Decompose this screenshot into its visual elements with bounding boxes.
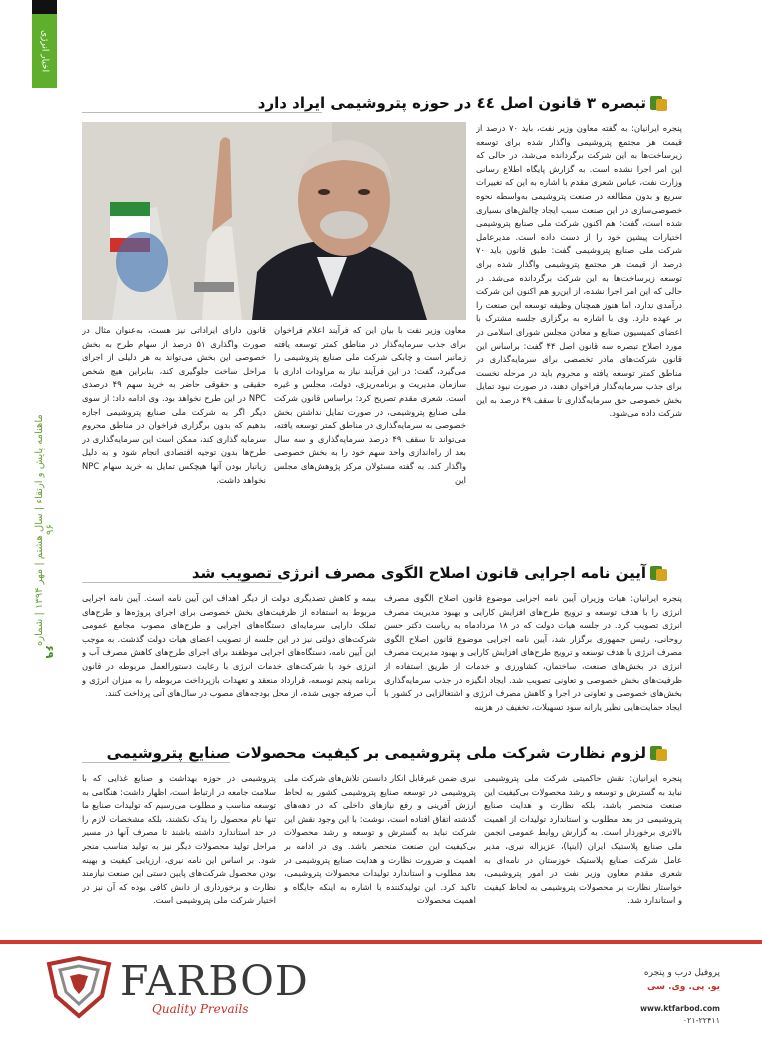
page-number: ۶۹ — [43, 645, 56, 659]
ad-phone: ۰۲۱-۲۲۴۱۱ — [682, 1016, 720, 1025]
section-tab-cap — [32, 0, 57, 14]
ad-product-line: پروفیل درب و پنجره — [643, 968, 720, 978]
ad-website[interactable]: www.ktfarbod.com — [640, 1004, 720, 1013]
article-2-col-left: بیمه و کاهش تصدیگری دولت از دیگر اهداف این آیین نامه است. آیین نامه اجرایی مربوط به استفاده از ظرفیت‌های بخش خصوصی برای اجرای پروژه‌ها و طرح‌های تملک دارایی سرمایه‌ای دستگاه‌های اجرایی و طرح‌های مصوب مجامع عمومی شرکت‌های دولتی نیز در این جلسه از تصویب اعضای هیات دولت گذشت. به موجب این آیین نامه، دستگاه‌های اجرایی موظفند برای اجرای طرح‌های کاهش مصرف آب و انرژی خود با شرکت‌های خدمات انرژی با رعایت دستورالعمل مربوطه در قانون برنامه پنجم توسعه، قرارداد منعقد و تعهدات بازپرداخت مربوطه را به میزان انرژی و آب صرفه جویی شده، از محل بودجه‌های مصوب در سال‌های آتی پرداخت کنند. — [82, 593, 376, 699]
article-photo — [82, 122, 466, 320]
article-3-col-right: پنجره ایرانیان: نقش حاکمیتی شرکت ملی پتروشیمی نباید به گسترش و توسعه و رشد محصولات بی‌کیفیت این صنعت منحصر باشد، بلکه نظارت و هدایت صنایع پتروشیمی در بعد مطلوب و استاندارد تولیدات از اهمیت بالاتری برخوردار است. به گزارش روابط عمومی انجمن ملی صنایع پلاستیک ایران (اینپا)، عزیزاله نیری، مدیر عامل شرکت صنایع پلاستیک خوزستان در نامه‌ای به شعری مقدم معاون وزیر نفت در امور پتروشیمی، خواستار نظارت بر محصولات پتروشیمی به لحاظ کیفیت و استاندارد شد. — [484, 773, 682, 906]
farbod-logo-icon — [44, 956, 114, 1020]
footer-advertisement — [0, 944, 762, 1045]
article-bullet-icon — [650, 746, 667, 763]
brand-tagline: Quality Prevails — [152, 1002, 249, 1016]
article-1-title: تبصره ۳ قانون اصل ٤٤ در حوزه پتروشیمی ایراد دارد — [257, 94, 646, 112]
article-3-title: لزوم نظارت شرکت ملی پتروشیمی بر کیفیت محصولات صنایع پتروشیمی — [106, 744, 646, 762]
article-1-col-middle: معاون وزیر نفت با بیان این که فرآیند اعلام فراخوان برای جذب سرمایه‌گذار در مناطق کمتر توسعه یافته زمانبر است و چابکی شرکت ملی صنایع پتروشیمی را می‌گیرد، گفت: در این فرآیند نیاز به مراودات اداری با سازمان مدیریت و برنامه‌ریزی، دولت، مجلس و غیره است. شعری مقدم تصریح کرد: براساس قانون شرکت ملی صنایع پتروشیمی، در صورت تمایل نداشتن بخش خصوصی به سرمایه‌گذاری در مناطق کمتر توسعه یافته، می‌تواند تا سقف ۴۹ درصد سرمایه‌گذاری و سه سال بعد از راه‌اندازی واحد سهم خود را به بخش خصوصی واگذار کند. به گفته مسئولان مرکز پژوهش‌های مجلس این — [274, 325, 466, 485]
title-divider — [82, 762, 230, 763]
article-3-col-left: پتروشیمی در حوزه بهداشت و صنایع غذایی که با سلامت جامعه در ارتباط است، اظهار داشت: هنگامی به توسعه مناسب و مطلوب می‌رسیم که تولیدات صنایع ما تنها نام محصول را یدک نکشند، بلکه مشخصات لازم را در حد استاندارد داشته باشند تا مصرف آنها در مسیر مراحل تولید محصولات دیگر نیز به تولید مناسب منجر شود. بر اساس این نامه نیری، ارزیابی کیفیت و بهینه بودن محصول شرکت‌های پایین دستی این صنعت نیازمند نظارت و برخورداری از دانش کافی بوده که آن نیز در اختیار شرکت ملی پتروشیمی است. — [82, 773, 276, 906]
article-1-col-right: پنجره ایرانیان: به گفته معاون وزیر نفت، باید ۷۰ درصد از قیمت هر مجتمع پتروشیمی واگذار شده برای توسعه زیرساخت‌ها به این شرکت برگردانده می‌شد، در حالی که این امر اجرا نشده است. به گزارش پایگاه اطلاع رسانی وزارت نفت، عباس شعری مقدم با اشاره به این که تغییرات سریع و بدون مطالعه در صنعت پتروشیمی به‌واسطه نحوه خصوصی‌سازی در این صنعت سبب ایجاد چالش‌های بسیاری شده است، گفت: هم اکنون شرکت ملی صنایع پتروشیمی اختیارات پیشین خود را از دست داده است. مدیرعامل شرکت ملی صنایع پتروشیمی گفت: طبق قانون باید ۷۰ درصد از قیمت هر مجتمع پتروشیمی واگذار شده برای توسعه زیرساخت‌ها به این شرکت برگردانده می‌شد. در حالی که این امر اجرا نشده، از این‌رو هم اکنون این شرکت درآمدی ندارد، اما هنوز همچنان وظیفه توسعه این صنعت را بر عهده دارد. وی با اشاره به برگزاری جلسه مشترک با اعضای کمیسیون صنایع و معادن مجلس شورای اسلامی در مورد اصلاح تبصره سه قانون اصل ۴۴ گفت: براساس این قانون شرکت‌های مادر تخصصی برای سرمایه‌گذاری در مناطق کمتر توسعه یافته و محروم باید در مرحله نخست برای جذب سرمایه‌گذار فراخوان دهند، در صورت نبود تمایل بخش خصوصی حق سرمایه‌گذاری تا سقف ۴۹ درصد به این شرکت داده می‌شود. — [476, 123, 682, 419]
article-1-col-left: قانون دارای ایراداتی نیز هست، به‌عنوان مثال در صورت واگذاری ۵۱ درصد از سهام طرح به بخش خصوصی این بخش می‌تواند به هر دلیلی از اجرای مراحل ساخت جلوگیری کند، بنابراین هیچ شخص حقیقی و حقوقی حاضر به خرید سهم ۴۹ درصدی NPC در این طرح نخواهد بود. وی ادامه داد: از سوی دیگر اگر به شرکت ملی صنایع پتروشیمی اجازه بدهیم که بدون برگزاری فراخوان در مناطق محروم سرمایه گذاری کند، ممکن است این سرمایه‌گذاری در طرح‌ها بدون توجیه اقتصادی انجام شود و به دلیل زیانبار بودن آنها هیچکس تمایل به خرید سهام NPC نخواهد داشت. — [82, 325, 266, 485]
article-2-col-right: پنجره ایرانیان: هیات وزیران آیین نامه اجرایی موضوع قانون اصلاح الگوی مصرف انرژی را با هدف توسعه و ترویج طرح‌های افزایش کارایی و بهبود مدیریت مصرف انرژی تصویب کرد. در جلسه هیات دولت که در ۱۸ مردادماه به ریاست دکتر حسن روحانی، رئیس جمهوری برگزار شد، آیین نامه اجرایی موضوع قانون اصلاح الگوی مصرف انرژی با هدف توسعه و ترویج طرح‌های افزایش کارایی و بهبود مدیریت مصرف انرژی در بخش‌های صنعت، ساختمان، کشاورزی و خدمات از طریق استفاده از ظرفیت‌های بخش خصوصی و تعاونی تصویب شد. ایجاد انگیزه در جذب سرمایه‌گذاری بخش‌های خصوصی و تعاونی در اجرا و کاهش مصرف انرژی و اشتغالزایی در کشور با ایجاد حمایت‌هایی نظیر یارانه سود تسهیلات، تخفیف در هزینه — [384, 593, 682, 712]
title-divider — [82, 582, 282, 583]
article-2-title: آیین نامه اجرایی قانون اصلاح الگوی مصرف انرژی تصویب شد — [191, 564, 646, 582]
article-3-col-middle: نیری ضمن غیرقابل انکار دانستن تلاش‌های شرکت ملی پتروشیمی در توسعه صنایع پتروشیمی کشور به لحاظ ارزش آفرینی و رفع نیازهای داخلی که در دهه‌های گذشته اتفاق افتاده است، نوشت: با این وجود نقش این شرکت نباید به گسترش و توسعه و رشد محصولات بی‌کیفیت این صنعت منحصر باشد. وی در ادامه بر اهمیت و ضرورت نظارت و هدایت صنایع پتروشیمی در بعد مطلوب و استاندارد تولیدات محصولات پتروشیمی، تاکید کرد. این تولیدکننده با اشاره به اینکه جایگاه و اهمیت محصولات — [284, 773, 476, 906]
section-tab-label: اخبار انرژی — [39, 29, 50, 73]
brand-name: FARBOD — [120, 957, 309, 1005]
ad-product-type: یو. پی. وی. سی — [647, 982, 720, 992]
title-divider — [82, 112, 322, 113]
article-bullet-icon — [650, 96, 667, 113]
article-bullet-icon — [650, 566, 667, 583]
issue-info: ماهنامه پایش و ارتقاء | سال هشتم | مهر ۱۳۹۴ | شماره ۹۶ — [34, 414, 56, 646]
portrait-image — [82, 122, 466, 320]
